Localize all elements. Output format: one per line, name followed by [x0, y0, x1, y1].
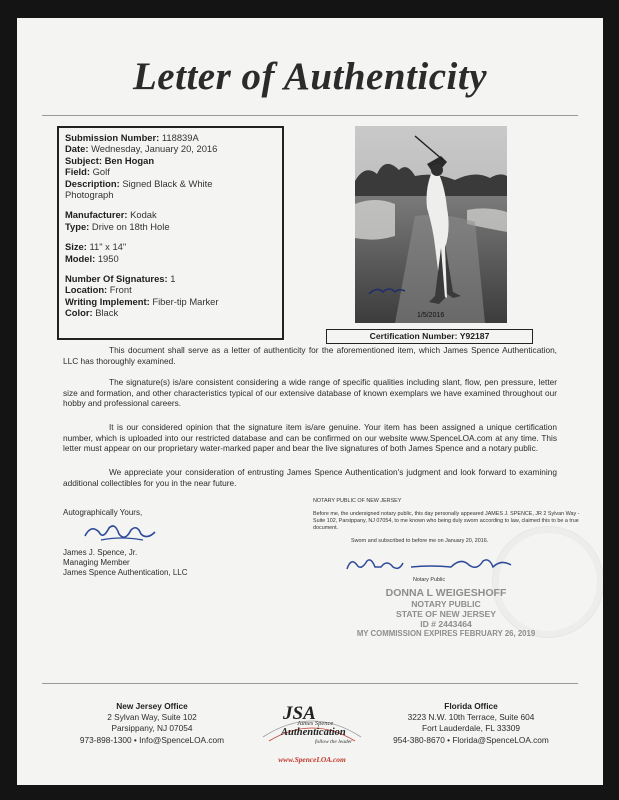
jsa-logo: [259, 697, 365, 751]
body-paragraph-3: It is our considered opinion that the signature item is/are genuine. Your item has been assigned a unique certification number, which is uploaded into our restricted database and can be confirmed on our website www.SpenceLOA.com at any time. This letter must appear on our proprietary water-marked paper and bear the live signatures of both James Spence and a notary public.: [63, 422, 557, 454]
description-row: Description: Signed Black & White: [65, 177, 213, 189]
signer-company: James Spence Authentication, LLC: [63, 568, 188, 577]
size-value: 11" x 14": [89, 241, 127, 253]
logo-url: www.SpenceLOA.com: [278, 755, 346, 764]
signoff-block: [63, 508, 283, 578]
nj-office: New Jersey Office 2 Sylvan Way, Suite 102 Parsippany, NJ 07054 973-898-1300 • Info@SpenceLOA.com: [52, 701, 252, 746]
notary-block: [313, 498, 581, 584]
title-divider: [42, 115, 578, 116]
nj-office-contact: 973-898-1300 • Info@SpenceLOA.com: [79, 734, 225, 745]
body-paragraph-4: We appreciate your consideration of entrusting James Spence Authentication's judgment and look forward to examining additional collectibles for you in the near future.: [63, 467, 557, 488]
date-value: Wednesday, January 20, 2016: [91, 143, 218, 155]
description-value: Signed Black & White: [122, 177, 213, 189]
golfer-photo-image: [355, 126, 507, 323]
certification-number: Y92187: [459, 331, 490, 341]
type-value: Drive on 18th Hole: [91, 220, 170, 232]
certification-number-box: [326, 329, 533, 344]
stamp-name: DONNA L WEIGESHOFF: [385, 587, 507, 599]
signature-count-row: Number Of Signatures: 1: [65, 273, 176, 285]
stamp-title: NOTARY PUBLIC: [411, 599, 481, 609]
model-row: Model: 1950: [65, 252, 119, 264]
notary-text: Before me, the undersigned notary public, this day personally appeared JAMES J. SPENCE, JR 2 Sylvan Way - Suite 102, Parsippany, NJ 07054, to me known who being duly sworn according to law, claimed this to be a true document.: [313, 511, 580, 531]
logo-line2: Authentication: [281, 727, 346, 738]
notary-stamp: [346, 587, 546, 639]
description-row-cont: Photograph: [65, 189, 114, 201]
fl-office-heading: Florida Office: [444, 701, 498, 711]
notary-public-label: Notary Public: [413, 577, 446, 583]
color-row: Color: Black: [65, 307, 119, 319]
signer-role: Managing Member: [63, 558, 130, 567]
fl-office: Florida Office 3223 N.W. 10th Terrace, Suite 604 Fort Lauderdale, FL 33309 954-380-8670 • Florida@SpenceLOA.com: [371, 701, 571, 746]
item-photo: [355, 126, 507, 323]
signature-count-value: 1: [170, 273, 176, 285]
field-row: Field: Golf: [65, 166, 110, 178]
location-value: Front: [109, 284, 132, 296]
manufacturer-row: Manufacturer: Kodak: [65, 209, 157, 221]
date-row: Date: Wednesday, January 20, 2016: [65, 143, 218, 155]
writing-implement-value: Fiber-tip Marker: [152, 295, 219, 307]
subject-row: Subject: Ben Hogan: [65, 154, 155, 166]
stamp-commission: MY COMMISSION EXPIRES FEBRUARY 26, 2019: [356, 629, 536, 638]
notary-sworn: Sworn and subscribed to before me on January 20, 2016.: [351, 538, 489, 544]
fl-office-contact: 954-380-8670 • Florida@SpenceLOA.com: [393, 734, 549, 745]
logo-line1: James Spence: [297, 720, 334, 727]
spence-signature: [81, 520, 161, 546]
document-title: Letter of Authenticity: [132, 55, 488, 98]
photo-date-mark: 1/5/2016: [417, 312, 445, 319]
notary-heading: NOTARY PUBLIC OF NEW JERSEY: [313, 498, 402, 504]
size-row: Size: 11" x 14": [65, 241, 127, 253]
footer-divider: [42, 683, 578, 684]
body-paragraph-1: This document shall serve as a letter of authenticity for the aforementioned item, which James Spence Authentication, LLC has thoroughly examined.: [63, 345, 557, 366]
field-value: Golf: [92, 166, 110, 178]
location-row: Location: Front: [65, 284, 132, 296]
manufacturer-value: Kodak: [130, 209, 157, 221]
submission-number: 118839A: [161, 132, 199, 143]
submission-row: Submission Number: 118839A: [65, 132, 199, 143]
notary-signature: [341, 551, 521, 577]
certification-label: Certification Number:: [369, 331, 458, 341]
stamp-state: STATE OF NEW JERSEY: [396, 609, 496, 619]
logo-tagline: follow the leader: [315, 739, 353, 745]
signer-name: James J. Spence, Jr.: [63, 548, 138, 557]
model-value: 1950: [97, 252, 119, 264]
color-value: Black: [95, 307, 119, 319]
type-row: Type: Drive on 18th Hole: [65, 220, 170, 232]
logo-mark: JSA: [283, 703, 316, 724]
body-paragraph-2: The signature(s) is/are consistent considering a wide range of specific qualities including slant, flow, pen pressure, letter size and formation, and other characteristics typical of our extensive database of known exemplars we have examined throughout our hobby and professional careers.: [63, 377, 557, 409]
item-details-box: [57, 126, 284, 340]
letter-page: [17, 18, 603, 785]
writing-implement-row: Writing Implement: Fiber-tip Marker: [65, 295, 219, 307]
subject-value: Ben Hogan: [104, 154, 155, 166]
closing-text: Autographically Yours,: [63, 508, 143, 517]
nj-office-heading: New Jersey Office: [116, 701, 188, 711]
stamp-id: ID # 2443464: [420, 619, 472, 629]
